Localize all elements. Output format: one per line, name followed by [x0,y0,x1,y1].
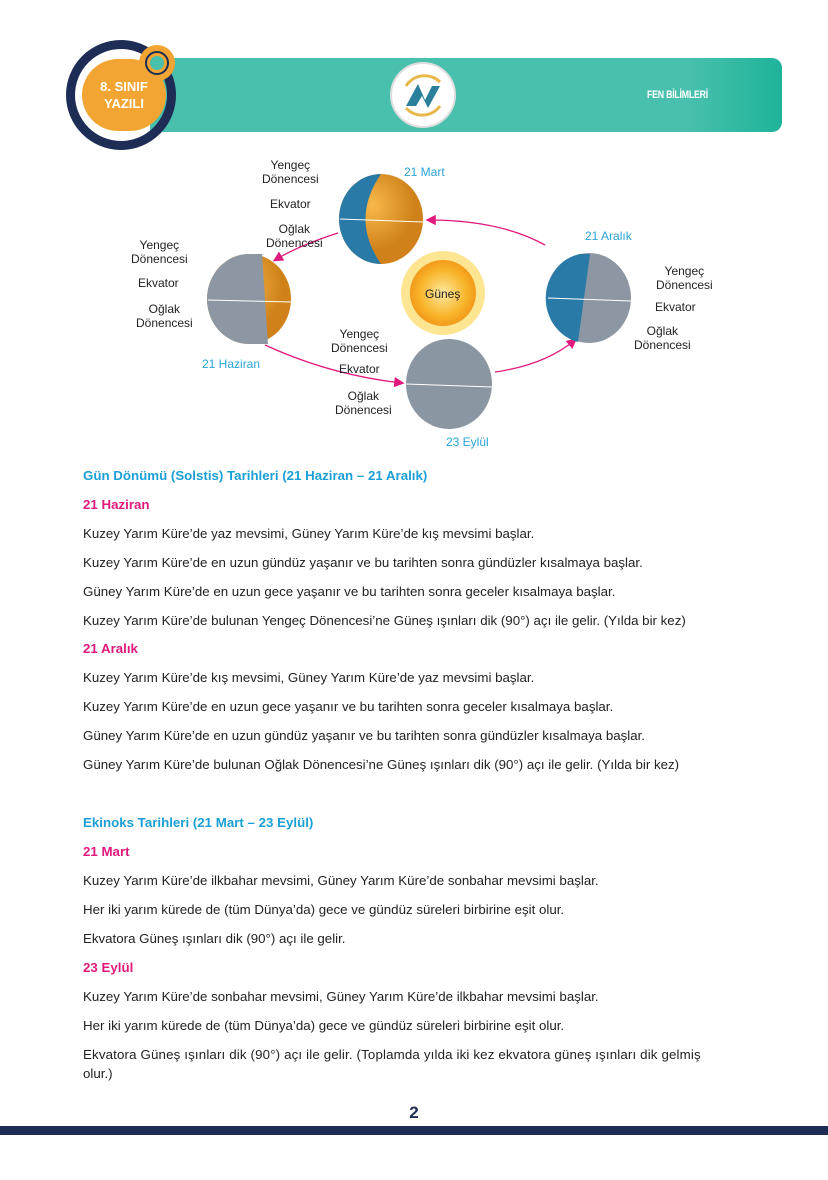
tropic-capricorn-label: Oğlak [148,302,181,316]
paragraph: Kuzey Yarım Küre’de ilkbahar mevsimi, Güney Yarım Küre’de sonbahar mevsimi başlar. [83,873,599,888]
tropic-capricorn-label: Dönencesi [335,403,392,417]
paragraph: olur.) [83,1066,113,1081]
paragraph: Güney Yarım Küre’de en uzun gündüz yaşanır ve bu tarihten sonra gündüzler kısalmaya başlar. [83,728,646,743]
paragraph: Kuzey Yarım Küre’de en uzun gündüz yaşanır ve bu tarihten sonra gündüzler kısalmaya başlar. [83,555,643,570]
badge-line1: 8. SINIF [100,79,148,94]
tropic-cancer-label: Yengeç [139,238,180,252]
subheading: 21 Haziran [83,497,150,512]
paragraph: Kuzey Yarım Küre’de en uzun gece yaşanır ve bu tarihten sonra geceler kısalmaya başlar. [83,699,614,714]
tropic-cancer-label: Yengeç [339,327,380,341]
badge-line2: YAZILI [104,96,144,111]
tropic-capricorn-label: Oğlak [347,389,380,403]
paragraph: Güney Yarım Küre’de en uzun gece yaşanır ve bu tarihten sonra geceler kısalmaya başlar. [83,584,616,599]
equator-label: Ekvator [138,276,179,290]
paragraph: Her iki yarım kürede de (tüm Dünya’da) gece ve gündüz süreleri birbirine eşit olur. [83,1018,565,1033]
brand-logo [390,62,456,128]
equator-label: Ekvator [339,362,380,376]
paragraph: Kuzey Yarım Küre’de yaz mevsimi, Güney Yarım Küre’de kış mevsimi başlar. [83,526,535,541]
paragraph: Ekvatora Güneş ışınları dik (90°) açı ile gelir. (Toplamda yılda iki kez ekvatora güneş ışınları dik gelmiş [83,1047,701,1062]
date-label: 21 Aralık [585,229,632,243]
tropic-cancer-label: Yengeç [270,158,311,172]
globe-23-eylul [406,339,492,429]
subheading: 23 Eylül [83,960,134,975]
paragraph: Güney Yarım Küre’de bulunan Oğlak Dönencesi’ne Güneş ışınları dik (90°) açı ile gelir. (Yılda bir kez) [83,757,680,772]
globe-21-haziran [207,254,291,344]
equator-label: Ekvator [270,197,311,211]
paragraph: Kuzey Yarım Küre’de sonbahar mevsimi, Güney Yarım Küre’de ilkbahar mevsimi başlar. [83,989,599,1004]
tropic-capricorn-label: Oğlak [646,324,679,338]
paragraph: Kuzey Yarım Küre’de bulunan Yengeç Dönencesi’ne Güneş ışınları dik (90°) açı ile gelir. (Yılda bir kez) [83,613,686,628]
sun-label: Güneş [425,287,461,301]
tropic-capricorn-label: Dönencesi [634,338,691,352]
subheading: 21 Mart [83,844,130,859]
tropic-cancer-label: Dönencesi [656,278,713,292]
tropic-capricorn-label: Oğlak [278,222,311,236]
paragraph: Kuzey Yarım Küre’de kış mevsimi, Güney Yarım Küre’de yaz mevsimi başlar. [83,670,535,685]
section-heading: Ekinoks Tarihleri (21 Mart – 23 Eylül) [83,815,314,830]
globe-21-aralik [546,253,631,343]
footer-bar [0,1126,828,1135]
tropic-cancer-label: Dönencesi [131,252,188,266]
paragraph: Her iki yarım kürede de (tüm Dünya’da) gece ve gündüz süreleri birbirine eşit olur. [83,902,565,917]
globe-21-mart [339,174,423,264]
tropic-capricorn-label: Dönencesi [136,316,193,330]
page-number: 2 [409,1103,419,1122]
tropic-cancer-label: Dönencesi [331,341,388,355]
date-label: 23 Eylül [446,435,489,449]
tropic-cancer-label: Yengeç [664,264,705,278]
section-heading: Gün Dönümü (Solstis) Tarihleri (21 Haziran – 21 Aralık) [83,468,428,483]
date-label: 21 Haziran [202,357,261,371]
seasons-diagram [0,150,828,460]
tropic-cancer-label: Dönencesi [262,172,319,186]
tropic-capricorn-label: Dönencesi [266,236,323,250]
subject-title: FEN BİLİMLERİ [647,89,708,101]
subheading: 21 Aralık [83,641,138,656]
paragraph: Ekvatora Güneş ışınları dik (90°) açı ile gelir. [83,931,346,946]
clock-globe-icon [139,45,175,81]
date-label: 21 Mart [404,165,445,179]
equator-label: Ekvator [655,300,696,314]
